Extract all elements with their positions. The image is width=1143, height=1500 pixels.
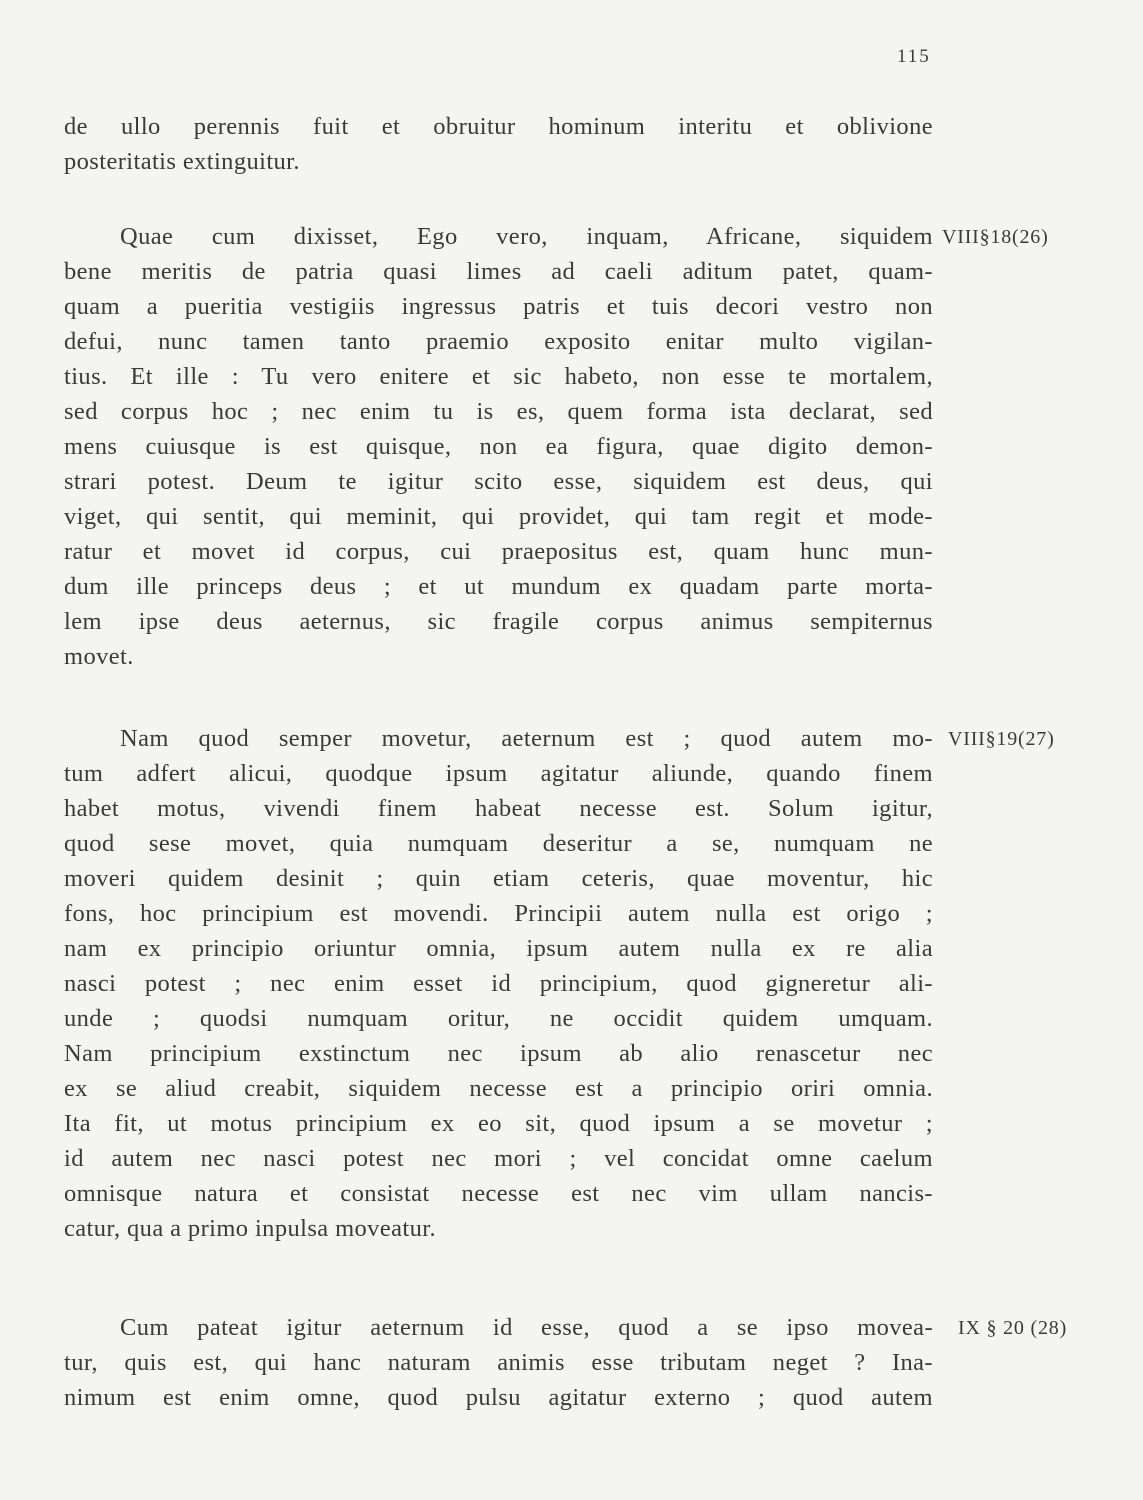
text-line: nam ex principio oriuntur omnia, ipsum autem nulla ex re alia bbox=[64, 935, 933, 962]
text-line: omnisque natura et consistat necesse est nec vim ullam nancis- bbox=[64, 1180, 933, 1207]
text-line: lem ipse deus aeternus, sic fragile corpus animus sempiternus bbox=[64, 608, 933, 635]
text-line: tur, quis est, qui hanc naturam animis esse tributam neget ? Ina- bbox=[64, 1349, 933, 1376]
text-line: habet motus, vivendi finem habeat necesse est. Solum igitur, bbox=[64, 795, 933, 822]
text-line: sed corpus hoc ; nec enim tu is es, quem forma ista declarat, sed bbox=[64, 398, 933, 425]
text-line: movet. bbox=[64, 643, 134, 670]
text-line: Ita fit, ut motus principium ex eo sit, quod ipsum a se movetur ; bbox=[64, 1110, 933, 1137]
text-line: catur, qua a primo inpulsa moveatur. bbox=[64, 1215, 436, 1242]
text-line: quam a pueritia vestigiis ingressus patris et tuis decori vestro non bbox=[64, 293, 933, 320]
text-line: unde ; quodsi numquam oritur, ne occidit quidem umquam. bbox=[64, 1005, 933, 1032]
text-line: moveri quidem desinit ; quin etiam ceteris, quae moventur, hic bbox=[64, 865, 933, 892]
text-line: ratur et movet id corpus, cui praepositus est, quam hunc mun- bbox=[64, 538, 933, 565]
text-line: tius. Et ille : Tu vero enitere et sic habeto, non esse te mortalem, bbox=[64, 363, 933, 390]
text-line: mens cuiusque is est quisque, non ea figura, quae digito demon- bbox=[64, 433, 933, 460]
margin-note: IX § 20 (28) bbox=[958, 1317, 1068, 1339]
text-line: tum adfert alicui, quodque ipsum agitatur aliunde, quando finem bbox=[64, 760, 933, 787]
margin-note: VIII§18(26) bbox=[942, 226, 1049, 248]
text-line: Quae cum dixisset, Ego vero, inquam, Africane, siquidem bbox=[120, 223, 933, 250]
text-line: nasci potest ; nec enim esset id principium, quod gigneretur ali- bbox=[64, 970, 933, 997]
text-line: fons, hoc principium est movendi. Principii autem nulla est origo ; bbox=[64, 900, 933, 927]
text-line: id autem nec nasci potest nec mori ; vel concidat omne caelum bbox=[64, 1145, 933, 1172]
text-line: Nam principium exstinctum nec ipsum ab alio renascetur nec bbox=[64, 1040, 933, 1067]
text-line: bene meritis de patria quasi limes ad caeli aditum patet, quam- bbox=[64, 258, 933, 285]
text-line: strari potest. Deum te igitur scito esse, siquidem est deus, qui bbox=[64, 468, 933, 495]
text-line: Nam quod semper movetur, aeternum est ; quod autem mo- bbox=[120, 725, 933, 752]
text-line: nimum est enim omne, quod pulsu agitatur externo ; quod autem bbox=[64, 1384, 933, 1411]
margin-note: VIII§19(27) bbox=[948, 728, 1055, 750]
text-line: viget, qui sentit, qui meminit, qui providet, qui tam regit et mode- bbox=[64, 503, 933, 530]
text-line: dum ille princeps deus ; et ut mundum ex quadam parte morta- bbox=[64, 573, 933, 600]
text-line: ex se aliud creabit, siquidem necesse est a principio oriri omnia. bbox=[64, 1075, 933, 1102]
page-number: 115 bbox=[897, 46, 931, 67]
text-line: de ullo perennis fuit et obruitur hominum interitu et oblivione bbox=[64, 113, 933, 140]
text-line: Cum pateat igitur aeternum id esse, quod a se ipso movea- bbox=[120, 1314, 933, 1341]
text-line: defui, nunc tamen tanto praemio exposito enitar multo vigilan- bbox=[64, 328, 933, 355]
text-line: quod sese movet, quia numquam deseritur a se, numquam ne bbox=[64, 830, 933, 857]
text-line: posteritatis extinguitur. bbox=[64, 148, 300, 175]
